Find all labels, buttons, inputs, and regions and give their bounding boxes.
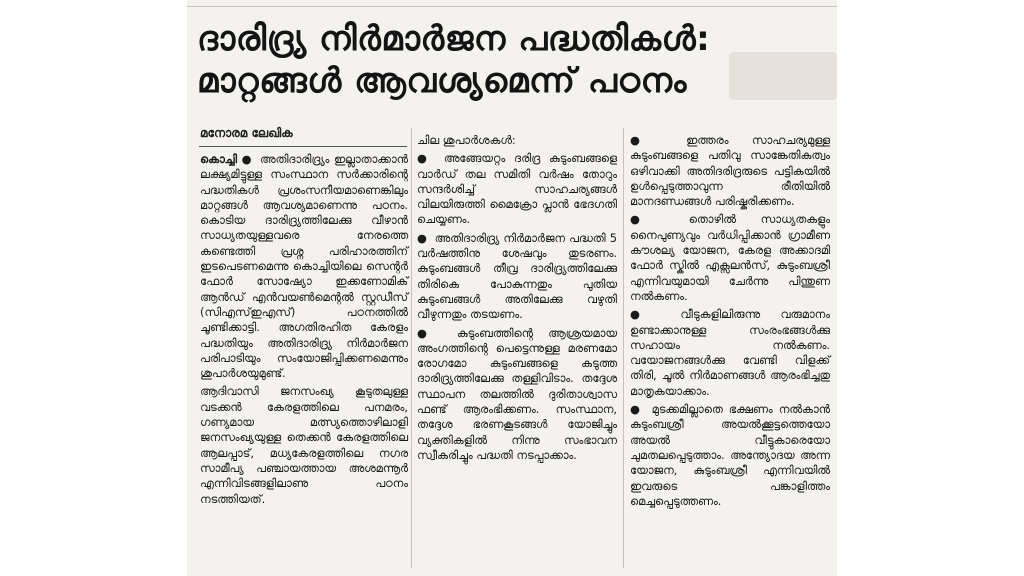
paragraph-text: ആദിവാസി ജനസംഖ്യ കൂടുതലുള്ള വടക്കൻ കേരളത്തിലെ പനമരം, ഗണ്യമായ മത്സ്യത്തൊഴിലാളി ജനസംഖ്യയുള്ള തെക്കൻ കേരളത്തിലെ ആലപ്പാട്, മധ്യകേരളത്തിലെ നഗര സാമീപ്യ പഞ്ചായത്തായ അശമന്നൂർ എന്നിവിടങ്ങളിലാണു പഠനം നടത്തിയത്.	[200, 384, 408, 506]
bullet-icon: ●	[417, 151, 433, 166]
recommendation-item	[417, 231, 617, 323]
paragraph	[200, 384, 408, 506]
bullet-icon: ●	[417, 230, 428, 245]
recommendation-text: മുടക്കമില്ലാതെ ഭക്ഷണം നൽകാൻ കുടുംബശ്രീ അയൽക്കൂട്ടത്തെയോ അയൽ വീട്ടുകാരെയോ ചുമതലപ്പെടുത്താം. അന്ത്യോദയ അന്ന യോജന, കുടുംബശ്രീ എന്നിവയിൽ ഇവരുടെ പങ്കാളിത്തം മെച്ചപ്പെടുത്തണം.	[630, 402, 830, 508]
headline-line-1: ദാരിദ്ര്യ നിർമാർജന പദ്ധതികൾ:	[197, 19, 711, 59]
column-2	[417, 133, 617, 466]
recommendation-item	[630, 402, 830, 509]
bullet-icon: ●	[417, 325, 439, 340]
recommendation-text: അങ്ങേയറ്റം ദരിദ്ര കുടുംബങ്ങളെ വാർഡ് തല സമിതി വർഷം തോറും സന്ദർശിച്ച് സാഹചര്യങ്ങൾ വിലയിരുത്തി മൈക്രോ പ്ലാൻ ഭേദഗതി ചെയ്യണം.	[417, 151, 617, 227]
headline-line-2: മാറ്റങ്ങൾ ആവശ്യമെന്ന് പഠനം	[197, 61, 687, 101]
recommendation-text: വീടുകളിലിരുന്നു വരുമാനം ഉണ്ടാക്കാനുള്ള സംരംഭങ്ങൾക്കു സഹായം നൽകണം. വയോജനങ്ങൾക്കു വേണ്ടി വിളക്ക് തിരി, ചൂൽ നിർമാണങ്ങൾ ആരംഭിച്ചതു മാതൃകയാക്കാം.	[630, 307, 830, 398]
paragraph	[200, 152, 408, 381]
newspaper-clipping	[187, 0, 837, 576]
recommendation-item	[630, 133, 830, 209]
column-divider	[411, 128, 412, 568]
recommendation-text: കുടുംബത്തിന്റെ ആശ്രയമായ അംഗത്തിന്റെ പെട്ടെന്നുള്ള മരണമോ രോഗമോ കുടുംബങ്ങളെ കടുത്ത ദാരിദ്ര്യത്തിലേക്കു തള്ളിവിടാം. തദ്ദേശ സ്ഥാപന തലത്തിൽ ദുരിതാശ്വാസ ഫണ്ട് ആരംഭിക്കണം. സംസ്ഥാന, തദ്ദേശ ഭരണകൂടങ്ങൾ യോജിച്ചും വ്യക്തികളിൽ നിന്നു സംഭാവന സ്വീകരിച്ചും പദ്ധതി നടപ്പാക്കാം.	[417, 325, 617, 462]
recommendation-item	[630, 307, 830, 399]
recommendation-text: ഇത്തരം സാഹചര്യമുള്ള കുടുംബങ്ങളെ പതിവു സാങ്കേതികത്വം ഒഴിവാക്കി അതിദരിദ്രരുടെ പട്ടികയിൽ ഉൾപ്പെടുത്താവുന്ന രീതിയിൽ മാനദണ്ഡങ്ങൾ പരിഷ്കരിക്കണം.	[630, 133, 830, 209]
bullet-icon: ●	[630, 307, 657, 322]
bullet-icon: ●	[630, 133, 660, 147]
recommendation-item	[417, 326, 617, 464]
bullet-icon: ●	[630, 212, 661, 227]
column-3	[630, 133, 830, 512]
headline	[197, 18, 757, 102]
byline-rule	[199, 146, 407, 147]
recommendation-text: അതിദാരിദ്ര്യ നിർമാർജന പദ്ധതി 5 വർഷത്തിനു ശേഷവും തുടരണം. കുടുംബങ്ങൾ തീവ്ര ദാരിദ്ര്യത്തിലേക്കു തിരികെ പോകുന്നതും പുതിയ കുടുംബങ്ങൾ അതിലേക്കു വഴുതി വീഴുന്നതും തടയണം.	[417, 230, 617, 322]
paragraph-text: അതിദാരിദ്ര്യം ഇല്ലാതാക്കാൻ ലക്ഷ്യമിട്ടുള്ള സംസ്ഥാന സർക്കാരിന്റെ പദ്ധതികൾ പ്രശംസനീയമാണെങ്കിലും മാറ്റങ്ങൾ ആവശ്യമാണെന്നു പഠനം. കൊടിയ ദാരിദ്ര്യത്തിലേക്കു വീഴാൻ സാധ്യതയുള്ളവരെ നേരത്തെ കണ്ടെത്തി പ്രശ്ന പരിഹാരത്തിന് ഇടപെടണമെന്നു കൊച്ചിയിലെ സെന്റർ ഫോർ സോഷ്യോ ഇക്കണോമിക് ആൻഡ് എൻവയൺമെന്റൽ സ്റ്റഡീസ് (സിഎസ്ഇഎസ്) പഠനത്തിൽ ചൂണ്ടിക്കാട്ടി. അഗതിരഹിത കേരളം പദ്ധതിയും അതിദാരിദ്ര്യ നിർമാർജന പരിപാടിയും സംയോജിപ്പിക്കണമെന്നും ശുപാർശയുമുണ്ട്.	[200, 152, 408, 381]
recommendation-item	[630, 212, 830, 304]
column-1	[200, 152, 408, 510]
column-divider	[623, 128, 624, 568]
dateline: കൊച്ചി	[200, 152, 237, 166]
top-border	[187, 6, 837, 7]
subhead: ചില ശുപാർശകൾ:	[417, 133, 516, 147]
recommendation-item	[417, 151, 617, 227]
bullet-icon: ●	[241, 152, 253, 166]
byline: മനോരമ ലേഖിക	[200, 126, 293, 140]
bullet-icon: ●	[630, 402, 643, 417]
recommendation-text: തൊഴിൽ സാധ്യതകളും നൈപുണ്യവും വർധിപ്പിക്കാൻ ഗ്രാമീണ കൗശല്യ യോജന, കേരള അക്കാദമി ഫോർ സ്കിൽ എക്സലൻസ്, കുടുംബശ്രീ എന്നിവയുമായി ചേർന്നു പിന്തുണ നൽകണം.	[630, 212, 830, 303]
